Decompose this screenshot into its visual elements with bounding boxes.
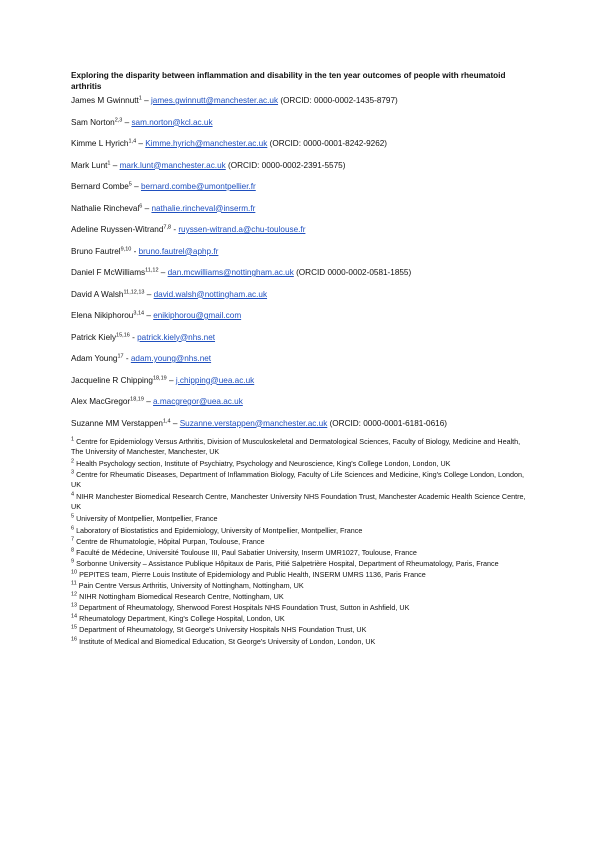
author-orcid: (ORCID: 0000-0002-1435-8797)	[278, 96, 398, 105]
affiliation-item	[71, 470, 526, 489]
author-affiliation-marker: 11,12,13	[123, 288, 145, 295]
author-affiliation-marker: 9,10	[120, 245, 132, 252]
author-separator: –	[158, 268, 168, 277]
author-email-link[interactable]: patrick.kiely@nhs.net	[137, 332, 216, 342]
affiliation-text: Department of Rheumatology, St George's University Hospitals NHS Foundation Trust, UK	[79, 625, 367, 635]
author-entry	[71, 396, 526, 407]
author-email-link[interactable]: bernard.combe@umontpellier.fr	[140, 182, 256, 191]
affiliation-number: 7	[71, 536, 75, 543]
author-name: Elena Nikiphorou	[71, 311, 134, 320]
author-entry	[71, 117, 526, 128]
author-email-link[interactable]: j.chipping@uea.ac.uk	[175, 375, 255, 385]
affiliation-item	[71, 581, 526, 591]
affiliation-item	[71, 492, 526, 511]
author-entry	[71, 181, 526, 192]
author-affiliation-marker: 7,8	[163, 224, 172, 231]
affiliation-number: 12	[71, 591, 78, 598]
author-separator: -	[171, 225, 179, 234]
affiliation-item	[71, 625, 526, 635]
author-separator: -	[123, 354, 131, 363]
affiliation-number: 13	[71, 602, 78, 609]
author-email-link[interactable]: enikiphorou@gmail.com	[153, 311, 242, 320]
affiliation-number: 16	[71, 636, 78, 643]
author-entry	[71, 375, 526, 386]
author-separator: –	[144, 289, 154, 299]
author-entry	[71, 95, 526, 106]
author-affiliation-marker: 17	[117, 353, 124, 360]
affiliation-item	[71, 603, 526, 613]
affiliation-number: 11	[71, 580, 77, 587]
affiliation-text: Sorbonne University – Assistance Publique Hôpitaux de Paris, Pitié Salpetrière Hospital, Department of Rheumatology, Paris, France	[76, 558, 499, 568]
author-entry	[71, 267, 526, 278]
author-name: Patrick Kiely	[71, 332, 117, 342]
author-name: Suzanne MM Verstappen	[71, 418, 163, 428]
author-separator: –	[142, 203, 152, 213]
author-orcid: (ORCID: 0000-0001-6181-0616)	[327, 418, 447, 428]
author-affiliation-marker: 1,4	[162, 417, 171, 424]
author-name: Sam Norton	[71, 117, 115, 127]
affiliation-text: NIHR Nottingham Biomedical Research Centre, Nottingham, UK	[79, 592, 284, 602]
author-separator: –	[141, 96, 151, 105]
affiliation-number: 5	[71, 513, 75, 520]
author-email-link[interactable]: adam.young@nhs.net	[130, 354, 212, 363]
author-email-link[interactable]: dan.mcwilliams@nottingham.ac.uk	[167, 268, 294, 277]
affiliation-number: 9	[71, 558, 75, 565]
affiliation-text: University of Montpellier, Montpellier, France	[76, 513, 218, 523]
author-affiliation-marker: 1,4	[128, 138, 137, 145]
author-name: Mark Lunt	[71, 160, 108, 170]
author-separator: –	[166, 375, 176, 385]
author-email-link[interactable]: sam.norton@kcl.ac.uk	[131, 117, 213, 127]
author-name: David A Walsh	[71, 289, 124, 299]
affiliation-text: Department of Rheumatology, Sherwood Forest Hospitals NHS Foundation Trust, Sutton in Ashfield, UK	[79, 603, 410, 613]
affiliation-text: Rheumatology Department, King's College Hospital, London, UK	[79, 614, 285, 624]
affiliation-item	[71, 514, 526, 524]
author-list	[71, 95, 526, 429]
author-entry	[71, 246, 526, 257]
author-email-link[interactable]: james.gwinnutt@manchester.ac.uk	[150, 96, 279, 105]
author-orcid: (ORCID: 0000-0001-8242-9262)	[267, 139, 388, 148]
author-separator: –	[131, 182, 141, 191]
author-affiliation-marker: 1	[107, 159, 111, 166]
paper-title: Exploring the disparity between inflammation and disability in the ten year outcomes of people with rheumatoid arthritis	[71, 71, 506, 91]
affiliation-item	[71, 537, 526, 547]
author-affiliation-marker: 18,19	[130, 396, 144, 403]
author-name: Kimme L Hyrich	[71, 139, 129, 148]
author-email-link[interactable]: bruno.fautrel@aphp.fr	[138, 246, 219, 256]
author-affiliation-marker: 3,14	[133, 310, 145, 317]
affiliation-text: Institute of Medical and Biomedical Education, St George's University of London, London, UK	[79, 636, 376, 646]
author-name: Jacqueline R Chipping	[71, 375, 153, 385]
author-separator: -	[129, 332, 138, 342]
author-email-link[interactable]: mark.lunt@manchester.ac.uk	[119, 160, 226, 170]
affiliation-item	[71, 548, 526, 558]
author-affiliation-marker: 18,19	[152, 374, 167, 381]
author-entry	[71, 138, 526, 149]
author-entry	[71, 160, 526, 171]
author-name: Alex MacGregor	[71, 397, 131, 406]
author-affiliation-marker: 2,3	[114, 116, 123, 123]
paper-page	[71, 70, 526, 648]
author-name: Adam Young	[71, 354, 118, 363]
affiliation-text: Centre for Epidemiology Versus Arthritis, Division of Musculoskeletal and Dermatological Sciences, Faculty of Biology, Medicine and Health, The University of Manchester, Manchester, UK	[71, 437, 521, 456]
affiliation-text: PEPITES team, Pierre Louis Institute of Epidemiology and Public Health, INSERM UMRS 1136, Paris France	[79, 569, 426, 579]
affiliation-item	[71, 459, 526, 469]
author-separator: -	[131, 246, 139, 256]
affiliation-text: NIHR Manchester Biomedical Research Centre, Manchester University NHS Foundation Trust, Manchester Academic Health Science Centre, UK	[71, 492, 526, 511]
author-name: Adeline Ruyssen-Witrand	[71, 225, 164, 234]
author-email-link[interactable]: Suzanne.verstappen@manchester.ac.uk	[179, 418, 328, 428]
author-name: Bernard Combe	[71, 182, 129, 191]
affiliation-number: 1	[71, 436, 75, 443]
affiliation-text: Centre de Rhumatologie, Hôpital Purpan, Toulouse, France	[76, 536, 265, 546]
author-orcid: (ORCID 0000-0002-0581-1855)	[293, 268, 412, 277]
author-orcid: (ORCID: 0000-0002-2391-5575)	[225, 160, 346, 170]
author-email-link[interactable]: ruyssen-witrand.a@chu-toulouse.fr	[178, 225, 306, 234]
affiliation-item	[71, 637, 526, 647]
affiliation-item	[71, 526, 526, 536]
affiliation-number: 4	[71, 491, 75, 498]
affiliation-text: Health Psychology section, Institute of Psychiatry, Psychology and Neuroscience, King's College London, London, UK	[76, 458, 451, 468]
affiliation-number: 10	[71, 569, 78, 576]
affiliation-number: 8	[71, 547, 75, 554]
affiliation-item	[71, 559, 526, 569]
affiliation-text: Faculté de Médecine, Université Toulouse III, Paul Sabatier University, Inserm UMR1027, Toulouse, France	[76, 547, 417, 557]
author-email-link[interactable]: Kimme.hyrich@manchester.ac.uk	[145, 139, 268, 148]
author-email-link[interactable]: nathalie.rincheval@inserm.fr	[151, 203, 256, 213]
author-entry	[71, 418, 526, 429]
author-affiliation-marker: 15,16	[116, 331, 130, 338]
author-entry	[71, 224, 526, 235]
affiliation-text: Centre for Rheumatic Diseases, Department of Inflammation Biology, Faculty of Life Sciences and Medicine, King's College London, London, UK	[71, 470, 524, 490]
affiliation-number: 2	[71, 458, 75, 465]
author-affiliation-marker: 1	[138, 95, 142, 102]
author-name: Bruno Fautrel	[71, 246, 121, 256]
author-separator: –	[144, 311, 154, 320]
affiliation-text: Laboratory of Biostatistics and Epidemiology, University of Montpellier, Montpellier, France	[76, 525, 363, 535]
author-name: Nathalie Rincheval	[71, 203, 140, 213]
author-email-link[interactable]: david.walsh@nottingham.ac.uk	[153, 289, 268, 299]
author-affiliation-marker: 11,12	[145, 267, 159, 274]
affiliation-item	[71, 614, 526, 624]
author-separator: –	[143, 397, 154, 406]
affiliation-item	[71, 437, 526, 456]
author-entry	[71, 310, 526, 321]
author-name: Daniel F McWilliams	[71, 268, 146, 277]
author-separator: –	[170, 418, 180, 428]
author-entry	[71, 332, 526, 343]
author-entry	[71, 203, 526, 214]
affiliation-item	[71, 570, 526, 580]
author-separator: –	[122, 117, 132, 127]
affiliation-text: Pain Centre Versus Arthritis, University of Nottingham, Nottingham, UK	[78, 581, 304, 591]
author-affiliation-marker: 6	[139, 202, 143, 209]
affiliation-number: 3	[71, 470, 75, 477]
author-separator: –	[136, 139, 146, 148]
affiliation-item	[71, 592, 526, 602]
affiliation-number: 15	[71, 625, 78, 632]
affiliation-number: 6	[71, 525, 75, 532]
author-email-link[interactable]: a.macgregor@uea.ac.uk	[153, 397, 243, 406]
author-affiliation-marker: 5	[128, 181, 132, 188]
author-entry	[71, 289, 526, 300]
author-separator: –	[110, 160, 120, 170]
author-name: James M Gwinnutt	[71, 96, 139, 105]
affiliation-list	[71, 437, 526, 646]
affiliation-number: 14	[71, 613, 78, 620]
author-entry	[71, 353, 526, 364]
